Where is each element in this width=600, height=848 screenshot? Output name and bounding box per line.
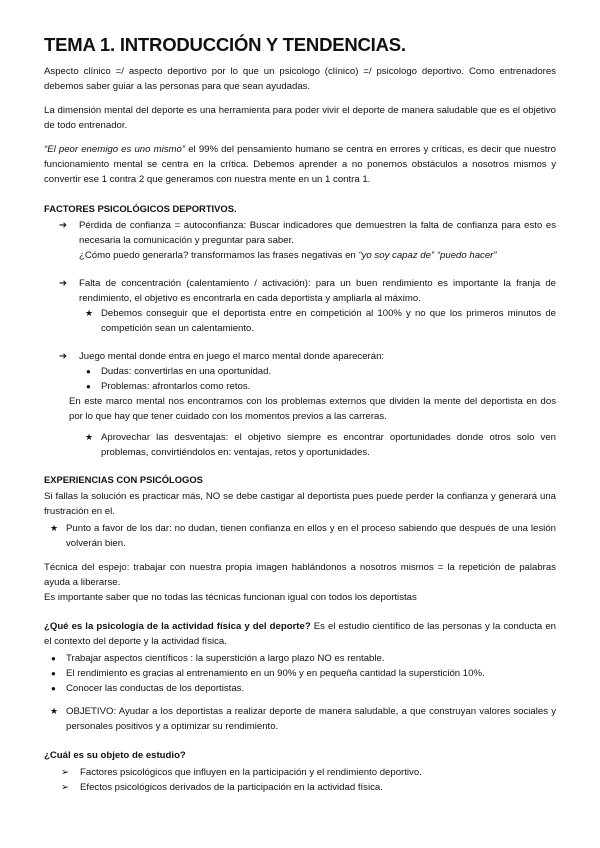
list-item [44, 651, 556, 666]
psicologia-objetivo: OBJETIVO: Ayudar a los deportistas a realizar deporte de manera saludable, a que construyan valores sociales y personales positivos y a optimizar su rendimiento. [66, 706, 556, 732]
psicologia-question-bold: ¿Qué es la psicología de la actividad física y del deporte? [44, 621, 311, 632]
objeto-list [44, 765, 556, 795]
list-item [44, 780, 556, 795]
factor-3-paragraph: En este marco mental nos encontramos con los problemas externos que dividen la mente del deportista en dos por lo que hay que tener cuidado con los momentos previos a las carreras. [69, 396, 556, 422]
list-item [79, 364, 556, 379]
psicologia-dot-1: Trabajar aspectos científicos : la superstición a largo plazo NO es rentable. [66, 653, 385, 664]
factor-3-star-text: Aprovechar las desventajas: el objetivo siempre es encontrar oportunidades donde otros solo ven problemas, convirtiéndolos en: ventajas, retos y oportunidades. [101, 432, 556, 458]
list-item [44, 681, 556, 696]
factor-1-question [79, 248, 556, 263]
section-heading-factores: FACTORES PSICOLÓGICOS DEPORTIVOS. [44, 203, 237, 214]
list-item [79, 306, 556, 336]
psicologia-dot-2: El rendimiento es gracias al entrenamiento en un 90% y en pequeña cantidad la superstición 10%. [66, 668, 485, 679]
star-bullet-icon: ★ [85, 308, 94, 318]
list-item [44, 765, 556, 780]
psicologia-star-list [44, 704, 556, 734]
dot-bullet-icon: ● [51, 669, 56, 678]
section-heading-experiencias: EXPERIENCIAS CON PSICÓLOGOS [44, 474, 203, 485]
page-title: TEMA 1. INTRODUCCIÓN Y TENDENCIAS. [44, 34, 406, 55]
triangle-bullet-icon: ➢ [61, 782, 70, 793]
factor-3-sublist [79, 364, 556, 394]
star-bullet-icon: ★ [50, 706, 59, 716]
psicologia-answer: Es el estudio científico de las personas y la conducta en el contexto del deporte y la actividad física. [44, 621, 556, 647]
experiencias-paragraph-3: Es importante saber que no todas las técnicas funcionan igual con todos los deportistas [44, 592, 417, 603]
objeto-question-bold: ¿Cuál es su objeto de estudio? [44, 750, 186, 761]
triangle-bullet-icon: ➢ [61, 767, 70, 778]
intro-paragraph-1: Aspecto clínico =/ aspecto deportivo por lo que un psicologo (clínico) =/ psicologo deportivo. Como entrenadores debemos saber guiar a las personas para que sean ayudadas. [44, 66, 556, 92]
intro-paragraph-2: La dimensión mental del deporte es una herramienta para poder vivir el deporte de manera saludable que es el objetivo de todo entrenador. [44, 105, 556, 131]
star-bullet-icon: ★ [85, 432, 94, 442]
factor-3-star-list [79, 430, 556, 460]
arrow-bullet-icon: ➔ [59, 278, 68, 289]
dot-bullet-icon: ● [86, 367, 91, 376]
factor-1-question-text: ¿Cómo puedo generarla? transformamos las frases negativas en [79, 250, 359, 261]
factores-list-3 [44, 349, 556, 460]
experiencias-star-text: Punto a favor de los dar: no dudan, tienen confianza en ellos y en el proceso sabiendo que después de una lesión volverán bien. [66, 523, 556, 549]
psicologia-dot-list [44, 651, 556, 696]
experiencias-star-list [44, 521, 556, 551]
factor-1-question-italic: “yo soy capaz de” “puedo hacer” [358, 250, 497, 261]
factor-3-dot-2: Problemas: afrontarlos como retos. [101, 381, 251, 392]
arrow-bullet-icon: ➔ [59, 351, 68, 362]
list-item [44, 349, 556, 460]
list-item [44, 704, 556, 734]
list-item [44, 276, 556, 336]
experiencias-paragraph-2: Técnica del espejo: trabajar con nuestra propia imagen hablándonos a nosotros mismos = la repetición de palabras ayuda a liberarse. [44, 562, 556, 588]
list-item [44, 521, 556, 551]
psicologia-question [44, 619, 556, 649]
intro-paragraph-3-rest: el 99% del pensamiento humano se centra en errores y críticas, es decir que nuestro funcionamiento mental se centra en la crítica. Debemos aprender a no ponernos obstáculos a nosotros mismos y convertir ese 1 contra 2 que generamos con nuestra mente en un 1 contra 1. [44, 144, 556, 185]
dot-bullet-icon: ● [51, 654, 56, 663]
factores-list [44, 218, 556, 263]
arrow-bullet-icon: ➔ [59, 220, 68, 231]
intro-paragraph-3 [44, 142, 556, 187]
factor-2-star-text: Debemos conseguir que el deportista entre en competición al 100% y no que los primeros minutos de competición sean un calentamiento. [101, 308, 556, 334]
factor-3-dot-1: Dudas: convertirlas en una oportunidad. [101, 366, 272, 377]
quote-text: “El peor enemigo es uno mismo” [44, 144, 186, 155]
objeto-item-1: Factores psicológicos que influyen en la participación y el rendimiento deportivo. [80, 767, 422, 778]
factor-2-text: Falta de concentración (calentamiento / activación): para un buen rendimiento es importante la franja de rendimiento, el objetivo es encontrarla en cada deportista y ampliarla al máximo. [79, 278, 556, 304]
list-item [44, 218, 556, 263]
list-item [79, 430, 556, 460]
dot-bullet-icon: ● [86, 382, 91, 391]
experiencias-paragraph-1: Si fallas la solución es practicar más, NO se debe castigar al deportista pues puede perder la confianza y generará una frustración en el. [44, 491, 556, 517]
factor-2-sublist [79, 306, 556, 336]
factor-3-text: Juego mental donde entra en juego el marco mental donde aparecerán: [79, 351, 385, 362]
psicologia-dot-3: Conocer las conductas de los deportistas. [66, 683, 245, 694]
dot-bullet-icon: ● [51, 684, 56, 693]
list-item [79, 379, 556, 394]
objeto-question [44, 748, 556, 763]
objeto-item-2: Efectos psicológicos derivados de la participación en la actividad física. [80, 782, 383, 793]
list-item [44, 666, 556, 681]
star-bullet-icon: ★ [50, 523, 59, 533]
factores-list-2 [44, 276, 556, 336]
factor-1-text: Pérdida de confianza = autoconfianza: Buscar indicadores que demuestren la falta de confianza para esto es necesaria la comunicación y preguntar para saber. [79, 220, 556, 246]
